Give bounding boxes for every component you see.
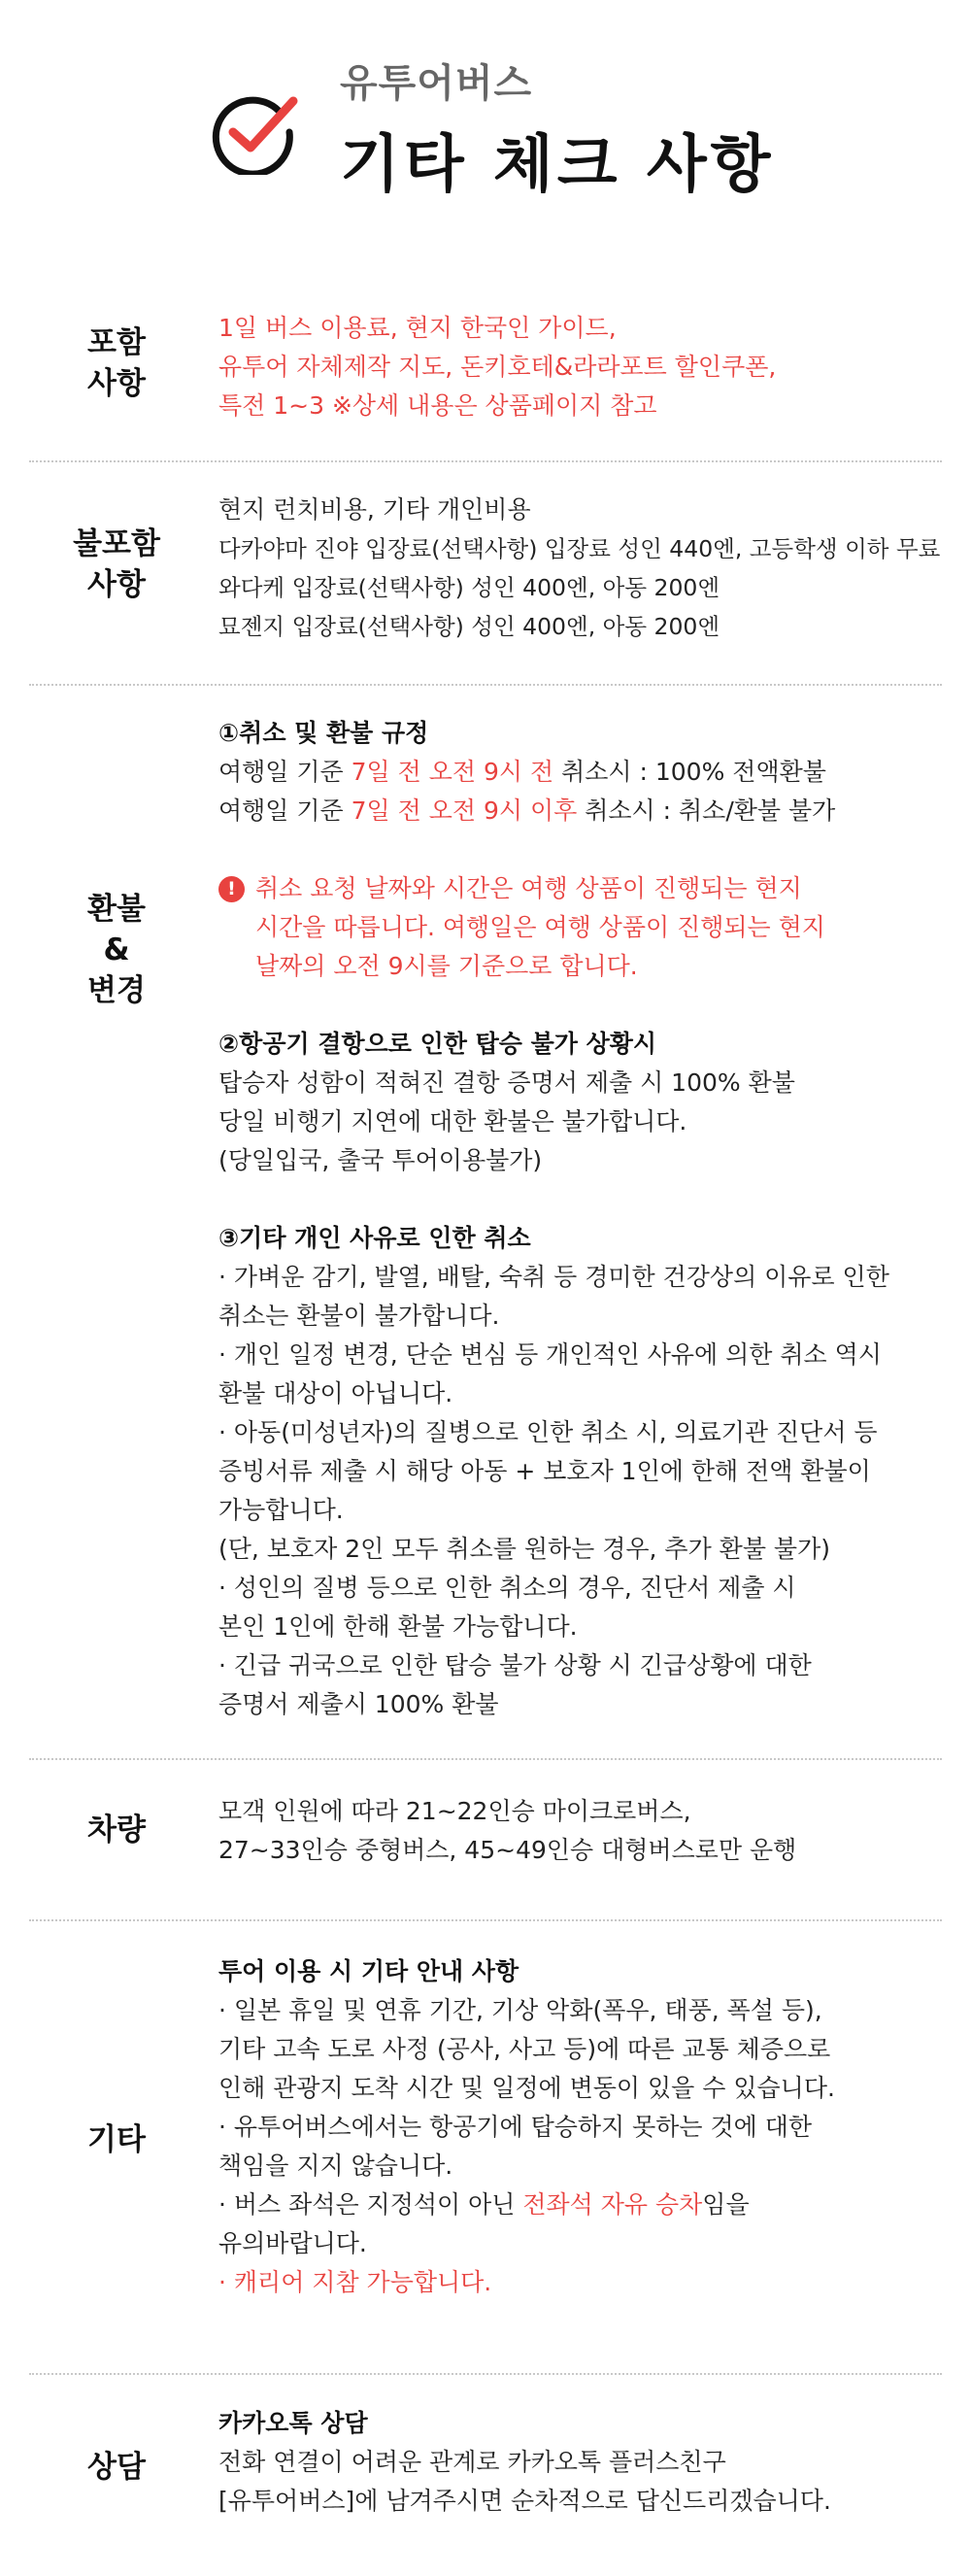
section-divider [29,460,942,462]
etc-line: 책임을 지지 않습니다. [218,2152,453,2180]
section-label: 포함 사항 [87,325,146,401]
refund-notice: ! 취소 요청 날짜와 시간은 여행 상품이 진행되는 현지 시간을 따릅니다. 여행일은 여행 상품이 진행되는 현지 날짜의 오전 9시를 기준으로 합니다. [218,869,942,986]
included-line: 1일 버스 이용료, 현지 한국인 가이드, [218,314,617,342]
excluded-line: 다카야마 진야 입장료(선택사항) 입장료 성인 440엔, 고등학생 이하 무료 [218,535,941,562]
consult-content [218,2404,942,2521]
personal-cancel-line: · 아동(미성년자)의 질병으로 인한 취소 시, 의료기관 진단서 등 [218,1418,878,1446]
included-line: 특전 1~3 ※상세 내용은 상품페이지 참고 [218,391,657,420]
section-refund [29,714,942,1724]
flight-cancel-title: ②항공기 결항으로 인한 탑승 불가 상황시 [218,1030,657,1058]
consult-title: 카카오톡 상담 [218,2409,368,2437]
personal-cancel-line: 가능합니다. [218,1496,344,1524]
section-divider [29,684,942,686]
section-excluded [29,491,942,651]
etc-line: 유의바랍니다. [218,2229,367,2257]
check-circle-icon [210,89,303,175]
included-line: 유투어 자체제작 지도, 돈키호테&라라포트 할인쿠폰, [218,353,777,381]
etc-seat-line: · 버스 좌석은 지정석이 아닌 전좌석 자유 승차임을 [218,2190,750,2219]
excluded-content [218,491,942,646]
exclamation-icon: ! [218,876,245,902]
brand-name: 유투어버스 [340,61,533,106]
excluded-line: 묘젠지 입장료(선택사항) 성인 400엔, 아동 200엔 [218,613,720,640]
section-label: 불포함 사항 [73,526,160,602]
etc-seat-highlight: 전좌석 자유 승차 [522,2190,703,2219]
etc-line: · 일본 휴일 및 연휴 기간, 기상 악화(폭우, 태풍, 폭설 등), [218,1996,822,2024]
etc-line: · 유투어버스에서는 항공기에 탑승하지 못하는 것에 대한 [218,2113,813,2141]
vehicle-content [218,1792,942,1870]
section-label: 차량 [87,1813,146,1847]
personal-cancel-line: 환불 대상이 아닙니다. [218,1379,453,1407]
header [0,0,971,243]
etc-content [218,1952,942,2302]
refund-rule-highlight: 7일 전 오전 9시 전 [351,758,554,786]
section-vehicle [29,1792,942,1880]
personal-cancel-line: 증빙서류 제출 시 해당 아동 + 보호자 1인에 한해 전액 환불이 [218,1457,871,1485]
personal-cancel-line: 본인 1인에 한해 환불 가능합니다. [218,1612,578,1641]
personal-cancel-line: · 가벼운 감기, 발열, 배탈, 숙취 등 경미한 건강상의 이유로 인한 [218,1263,889,1291]
personal-cancel-line: · 개인 일정 변경, 단순 변심 등 개인적인 사유에 의한 취소 역시 [218,1340,882,1369]
section-label: 환불 & 변경 [87,892,146,1008]
section-label: 기타 [87,2122,146,2157]
refund-policy-title: ①취소 및 환불 규정 [218,719,429,747]
section-etc [29,1952,942,2341]
consult-line: 전화 연결이 어려운 관계로 카카오톡 플러스친구 [218,2448,726,2476]
refund-rule: 여행일 기준 7일 전 오전 9시 이후 취소시 : 취소/환불 불가 [218,797,836,825]
section-consult [29,2404,942,2530]
section-label: 상담 [87,2450,146,2485]
section-divider [29,1919,942,1921]
personal-cancel-line: · 성인의 질병 등으로 인한 취소의 경우, 진단서 제출 시 [218,1574,796,1602]
etc-line: 기타 고속 도로 사정 (공사, 사고 등)에 따른 교통 체증으로 [218,2035,831,2063]
page-title: 기타 체크 사항 [340,129,775,201]
included-content [218,309,942,425]
personal-cancel-line: (단, 보호자 2인 모두 취소를 원하는 경우, 추가 환불 불가) [218,1535,830,1563]
vehicle-line: 27~33인승 중형버스, 45~49인승 대형버스로만 운행 [218,1836,797,1864]
personal-cancel-line: 증명서 제출시 100% 환불 [218,1690,499,1718]
vehicle-line: 모객 인원에 따라 21~22인승 마이크로버스, [218,1797,691,1825]
refund-content [218,714,942,1724]
section-divider [29,2373,942,2375]
excluded-line: 와다케 입장료(선택사항) 성인 400엔, 아동 200엔 [218,574,720,601]
consult-line: [유투어버스]에 남겨주시면 순차적으로 답신드리겠습니다. [218,2487,831,2515]
flight-cancel-line: (당일입국, 출국 투어이용불가) [218,1146,543,1174]
personal-cancel-line: · 긴급 귀국으로 인한 탑승 불가 상황 시 긴급상황에 대한 [218,1651,812,1679]
personal-cancel-line: 취소는 환불이 불가합니다. [218,1302,500,1330]
refund-rule: 여행일 기준 7일 전 오전 9시 전 취소시 : 100% 전액환불 [218,758,826,786]
personal-cancel-title: ③기타 개인 사유로 인한 취소 [218,1224,531,1252]
section-included [29,309,942,435]
excluded-line: 현지 런치비용, 기타 개인비용 [218,495,531,524]
etc-carrier-line: · 캐리어 지참 가능합니다. [218,2268,492,2296]
flight-cancel-line: 탑승자 성함이 적혀진 결항 증명서 제출 시 100% 환불 [218,1068,795,1097]
section-divider [29,1758,942,1760]
refund-rule-highlight: 7일 전 오전 9시 이후 [351,797,578,825]
etc-title: 투어 이용 시 기타 안내 사항 [218,1957,519,1985]
etc-line: 인해 관광지 도착 시간 및 일정에 변동이 있을 수 있습니다. [218,2074,835,2102]
flight-cancel-line: 당일 비행기 지연에 대한 환불은 불가합니다. [218,1107,687,1135]
